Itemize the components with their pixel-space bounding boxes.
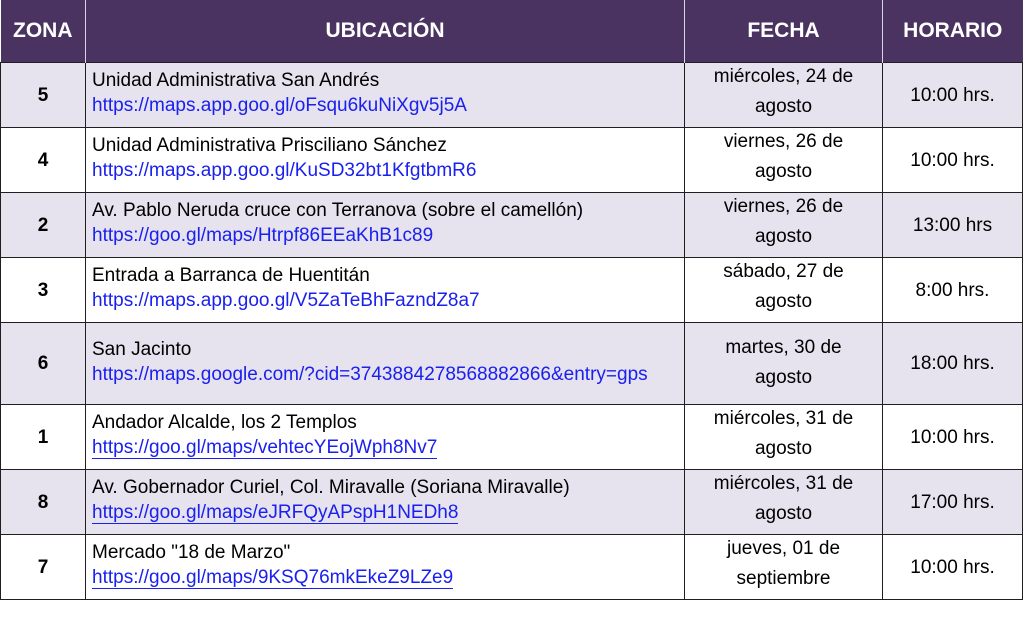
map-link[interactable] [92, 565, 678, 590]
ubicacion-cell [86, 405, 685, 470]
map-link[interactable] [92, 435, 678, 460]
place-name: San Jacinto [92, 338, 192, 360]
ubicacion-cell [86, 63, 685, 128]
header-ubicacion: UBICACIÓN [86, 0, 685, 63]
table-row [1, 258, 1023, 323]
date-text: miércoles, 24 de agosto [713, 66, 854, 117]
ubicacion-cell [86, 323, 685, 405]
map-link-text[interactable]: https://goo.gl/maps/9KSQ76mkEkeZ9LZe9 [92, 567, 454, 588]
map-link[interactable]: https://maps.app.goo.gl/KuSD32bt1KfgtbmR6 [92, 160, 477, 181]
place-name: Unidad Administrativa Prisciliano Sánchez [92, 135, 447, 156]
header-horario: HORARIO [883, 0, 1023, 63]
zona-cell: 1 [1, 405, 86, 470]
zona-cell: 3 [1, 258, 86, 323]
header-fecha: FECHA [685, 0, 883, 63]
map-link[interactable]: https://goo.gl/maps/Htrpf86EEaKhB1c89 [92, 225, 434, 246]
table-row [1, 470, 1023, 535]
ubicacion-cell [86, 535, 685, 600]
horario-cell: 10:00 hrs. [883, 535, 1023, 600]
date-text: viernes, 26 de agosto [723, 131, 844, 182]
map-link[interactable]: https://maps.app.goo.gl/V5ZaTeBhFazndZ8a7 [92, 290, 480, 311]
date-text: miércoles, 31 de agosto [713, 408, 854, 459]
zona-cell: 6 [1, 323, 86, 405]
date-text: jueves, 01 de septiembre [726, 538, 841, 589]
place-name: Mercado "18 de Marzo" [92, 542, 291, 563]
place-name: Andador Alcalde, los 2 Templos [92, 412, 357, 433]
date-text: miércoles, 31 de agosto [713, 473, 854, 524]
date-text: martes, 30 de agosto [725, 337, 842, 388]
horario-cell: 10:00 hrs. [883, 63, 1023, 128]
horario-cell: 8:00 hrs. [883, 258, 1023, 323]
ubicacion-cell [86, 128, 685, 193]
place-name: Av. Gobernador Curiel, Col. Miravalle (Soriana Miravalle) [92, 477, 570, 498]
horario-cell: 10:00 hrs. [883, 128, 1023, 193]
place-name: Av. Pablo Neruda cruce con Terranova (sobre el camellón) [92, 200, 584, 221]
place-name: Unidad Administrativa San Andrés [92, 70, 380, 91]
fecha-cell [685, 63, 883, 128]
horario-cell: 17:00 hrs. [883, 470, 1023, 535]
map-link[interactable]: https://maps.app.goo.gl/oFsqu6kuNiXgv5j5A [92, 95, 467, 116]
map-link-text[interactable]: https://goo.gl/maps/eJRFQyAPspH1NEDh8 [92, 502, 459, 523]
date-text: viernes, 26 de agosto [723, 196, 844, 247]
table-row [1, 535, 1023, 600]
fecha-cell [685, 535, 883, 600]
table-row [1, 323, 1023, 405]
map-link[interactable] [92, 500, 678, 525]
ubicacion-cell [86, 258, 685, 323]
horario-cell: 13:00 hrs [883, 193, 1023, 258]
fecha-cell [685, 470, 883, 535]
zona-cell: 8 [1, 470, 86, 535]
header-zona: ZONA [1, 0, 86, 63]
map-link-text[interactable]: https://goo.gl/maps/vehtecYEojWph8Nv7 [92, 437, 438, 458]
table-row [1, 193, 1023, 258]
fecha-cell [685, 128, 883, 193]
fecha-cell [685, 323, 883, 405]
table-row [1, 128, 1023, 193]
table-row [1, 405, 1023, 470]
zona-cell: 2 [1, 193, 86, 258]
fecha-cell [685, 405, 883, 470]
zona-cell: 5 [1, 63, 86, 128]
map-link[interactable]: https://maps.google.com/?cid=3743884278568882866&entry=gps [92, 363, 648, 385]
horario-cell: 10:00 hrs. [883, 405, 1023, 470]
horario-cell: 18:00 hrs. [883, 323, 1023, 405]
ubicacion-cell [86, 193, 685, 258]
place-name: Entrada a Barranca de Huentitán [92, 265, 370, 286]
header-row [1, 0, 1023, 63]
ubicacion-cell [86, 470, 685, 535]
zona-cell: 7 [1, 535, 86, 600]
fecha-cell [685, 258, 883, 323]
table-row [1, 63, 1023, 128]
date-text: sábado, 27 de agosto [723, 261, 844, 312]
fecha-cell [685, 193, 883, 258]
zona-cell: 4 [1, 128, 86, 193]
